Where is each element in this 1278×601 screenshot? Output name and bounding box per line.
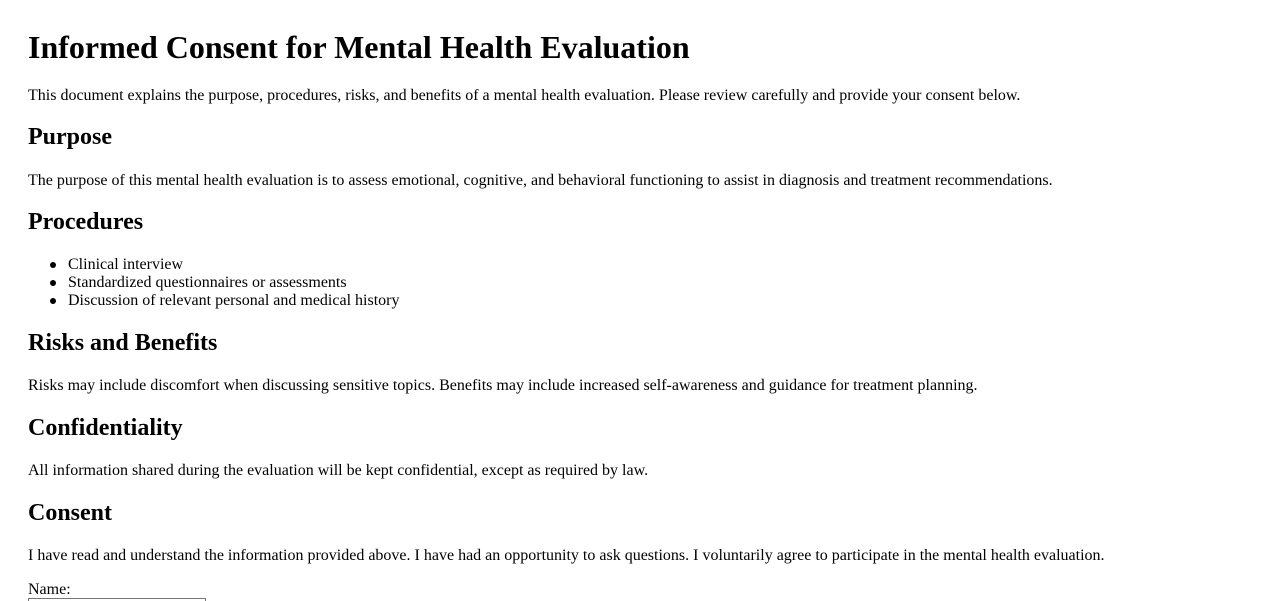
purpose-heading: Purpose xyxy=(28,124,112,150)
bullet-icon xyxy=(50,280,56,286)
confidentiality-heading: Confidentiality xyxy=(28,415,183,441)
list-item xyxy=(68,292,399,310)
bullet-icon xyxy=(50,262,56,268)
purpose-text: The purpose of this mental health evaluation is to assess emotional, cognitive, and behavioral functioning to assist in diagnosis and treatment recommendations. xyxy=(28,172,1053,189)
list-item xyxy=(68,256,399,274)
consent-text: I have read and understand the information provided above. I have had an opportunity to ask questions. I voluntarily agree to participate in the mental health evaluation. xyxy=(28,547,1105,564)
risks-benefits-text: Risks may include discomfort when discussing sensitive topics. Benefits may include increased self-awareness and guidance for treatment planning. xyxy=(28,377,978,394)
name-label: Name: xyxy=(28,581,71,598)
confidentiality-text: All information shared during the evaluation will be kept confidential, except as required by law. xyxy=(28,462,649,479)
procedures-list xyxy=(28,256,399,310)
bullet-icon xyxy=(50,298,56,304)
procedures-heading: Procedures xyxy=(28,209,144,235)
list-item-text: Clinical interview xyxy=(68,256,184,273)
page-title: Informed Consent for Mental Health Evaluation xyxy=(28,29,690,65)
list-item-text: Standardized questionnaires or assessments xyxy=(68,274,347,291)
intro-paragraph: This document explains the purpose, procedures, risks, and benefits of a mental health evaluation. Please review carefully and provide your consent below. xyxy=(28,87,1021,104)
list-item xyxy=(68,274,399,292)
name-field-row xyxy=(28,581,71,601)
list-item-text: Discussion of relevant personal and medical history xyxy=(68,292,400,309)
consent-heading: Consent xyxy=(28,500,113,526)
risks-benefits-heading: Risks and Benefits xyxy=(28,330,218,356)
